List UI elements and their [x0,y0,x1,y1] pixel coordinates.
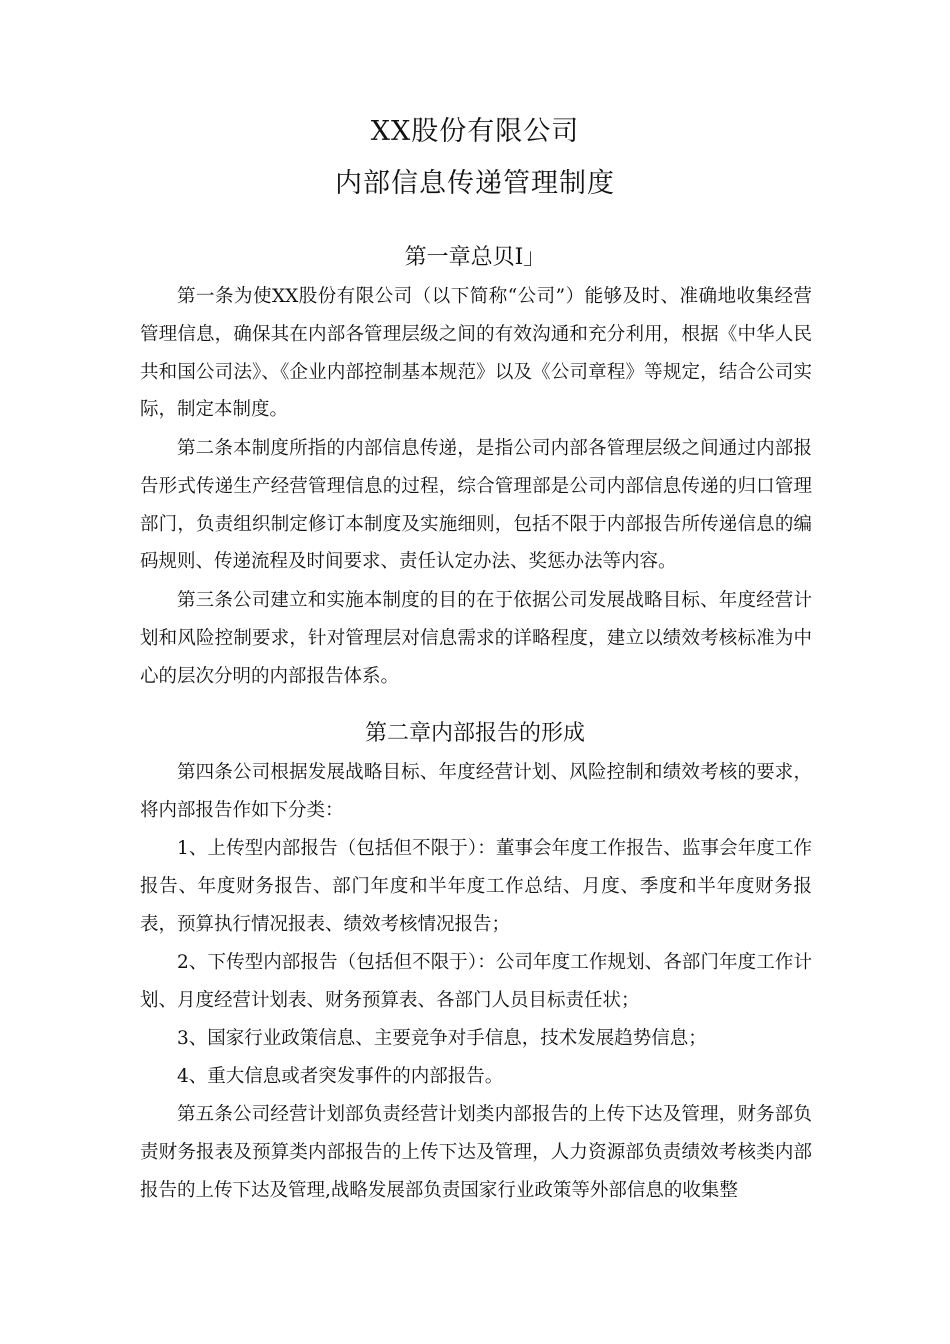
list-item: 1、上传型内部报告（包括但不限于）：董事会年度工作报告、监事会年度工作报告、年度财务报告、部门年度和半年度工作总结、月度、季度和半年度财务报表，预算执行情况报表、绩效考核情况报告； [140,838,812,935]
list-item: 3、国家行业政策信息、主要竞争对手信息，技术发展趋势信息； [177,1028,707,1049]
article-paragraph: 第五条公司经营计划部负责经营计划类内部报告的上传下达及管理，财务部负责财务报表及预算类内部报告的上传下达及管理，人力资源部负责绩效考核类内部报告的上传下达及管理,战略发展部负责国家行业政策等外部信息的收集整 [140,1104,812,1201]
list-item: 2、下传型内部报告（包括但不限于）：公司年度工作规划、各部门年度工作计划、月度经营计划表、财务预算表、各部门人员目标责任状； [140,952,812,1011]
chapter-heading: 第二章内部报告的形成 [364,721,585,746]
article-paragraph: 第二条本制度所指的内部信息传递，是指公司内部各管理层级之间通过内部报告形式传递生产经营管理信息的过程，综合管理部是公司内部信息传递的归口管理部门，负责组织制定修订本制度及实施细则，包括不限于内部报告所传递信息的编码规则、传递流程及时间要求、责任认定办法、奖惩办法等内容。 [140,438,812,573]
document-title: 内部信息传递管理制度 [335,168,615,199]
company-title: XX股份有限公司 [370,116,580,147]
article-paragraph: 第一条为使XX股份有限公司（以下简称“公司”）能够及时、准确地收集经营管理信息，确保其在内部各管理层级之间的有效沟通和充分利用，根据《中华人民共和国公司法》、《企业内部控制基本规范》以及《公司章程》等规定，结合公司实际，制定本制度。 [140,286,812,421]
list-item: 4、重大信息或者突发事件的内部报告。 [177,1066,504,1087]
article-paragraph: 第三条公司建立和实施本制度的目的在于依据公司发展战略目标、年度经营计划和风险控制要求，针对管理层对信息需求的详略程度，建立以绩效考核标准为中心的层次分明的内部报告体系。 [140,590,812,687]
chapter-heading: 第一章总贝I」 [404,245,546,270]
article-paragraph: 第四条公司根据发展战略目标、年度经营计划、风险控制和绩效考核的要求，将内部报告作如下分类： [140,762,812,821]
